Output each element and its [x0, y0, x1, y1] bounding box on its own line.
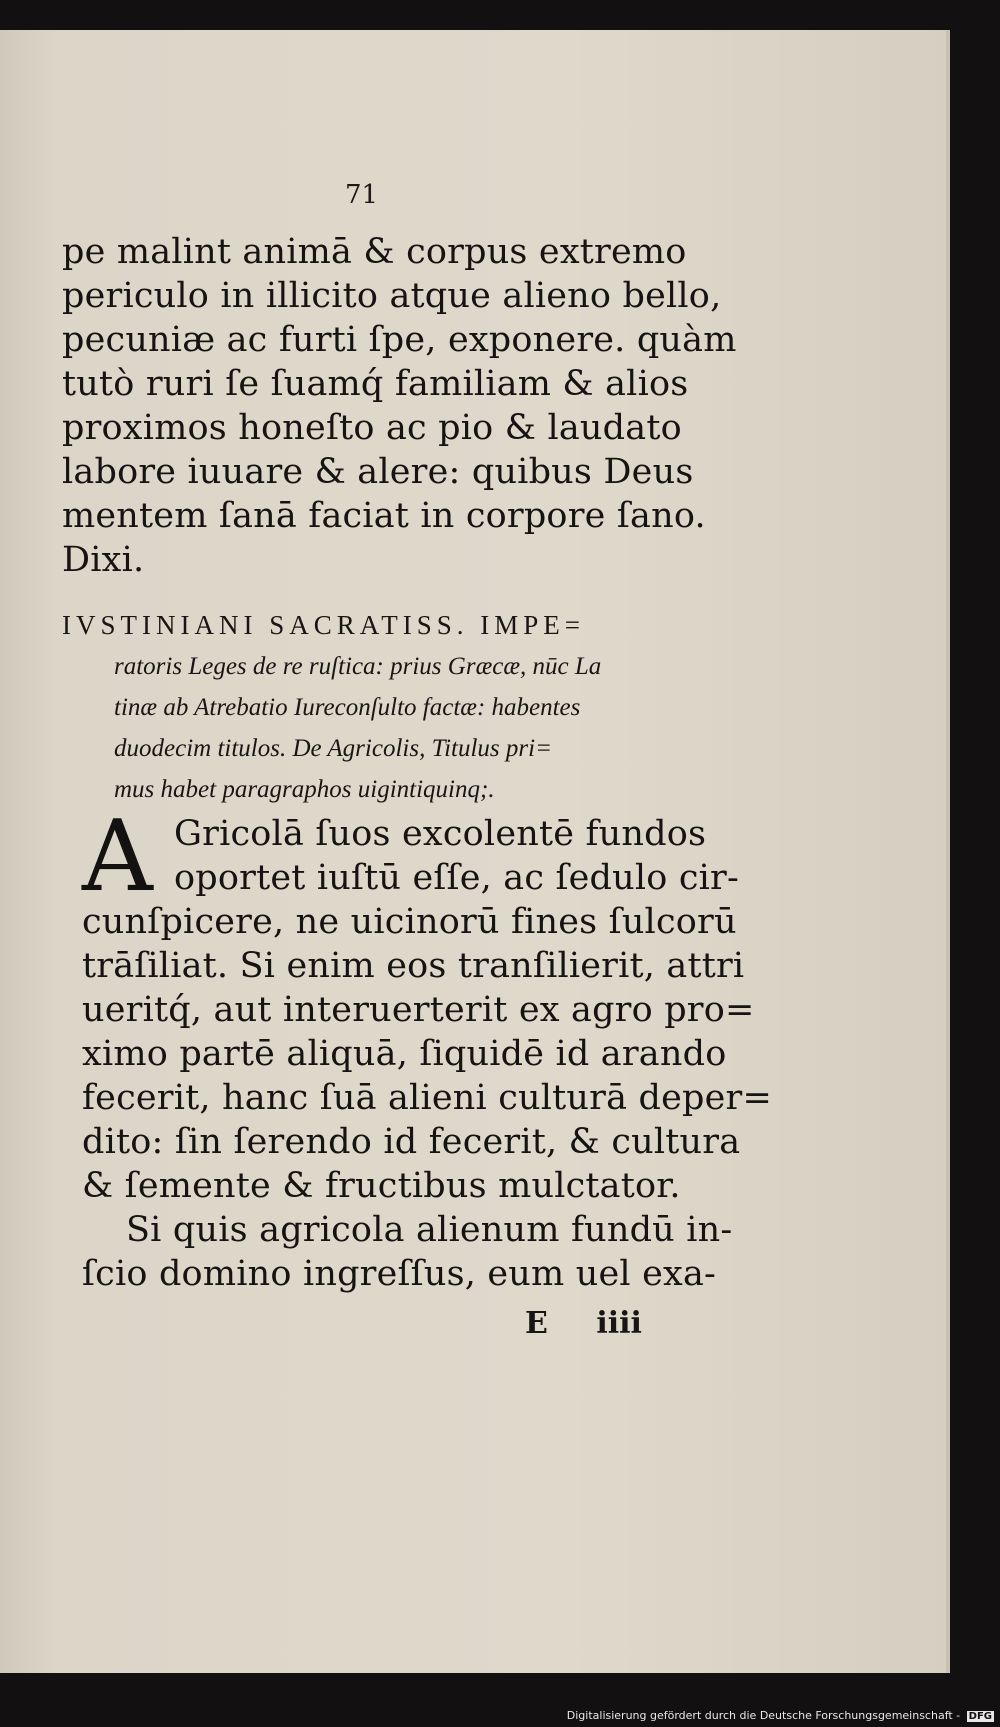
- text-line: Si quis agricola alienum fundū in-: [126, 1210, 733, 1250]
- text-line: periculo in illicito atque alieno bello,: [62, 276, 722, 316]
- heading-italic-line: ratoris Leges de re ruſtica: prius Græcæ, nūc La: [114, 653, 602, 680]
- credit-text: Digitalisierung gefördert durch die Deutsche Forschungsgemeinschaft -: [566, 1709, 961, 1722]
- text-line: dito: ſin ſerendo id fecerit, & cultura: [82, 1122, 741, 1162]
- text-line: trāſiliat. Si enim eos tranſilierit, attri: [82, 946, 745, 986]
- book-page: [0, 30, 950, 1673]
- text-line: Dixi.: [62, 540, 145, 580]
- text-line: oportet iuſtū eſſe, ac ſedulo cir-: [174, 858, 740, 898]
- text-line: Gricolā ſuos excolentē fundos: [174, 814, 707, 854]
- text-line: fecerit, hanc ſuā alieni culturā deper=: [82, 1078, 772, 1118]
- heading-italic-line: mus habet paragraphos uigintiquinq;.: [114, 776, 495, 803]
- closing-paragraph: [62, 230, 737, 582]
- heading-italic-line: duodecim titulos. De Agricolis, Titulus pri=: [114, 735, 552, 762]
- drop-cap: A: [82, 800, 153, 914]
- text-line: pe malint animā & corpus extremo: [62, 232, 687, 272]
- text-line: mentem ſanā faciat in corpore ſano.: [62, 496, 706, 536]
- dfg-logo: DFG: [968, 1711, 992, 1722]
- heading-caps-line: IVSTINIANI SACRATISS. IMPE=: [62, 610, 586, 640]
- heading-italic-line: tinæ ab Atrebatio Iureconſulto factæ: habentes: [114, 694, 581, 721]
- signature-mark: [525, 1306, 642, 1341]
- text-line: & ſemente & fructibus mulctator.: [82, 1166, 681, 1206]
- text-line: proximos honeſto ac pio & laudato: [62, 408, 682, 448]
- section-heading: [62, 604, 702, 810]
- text-line: cunſpicere, ne uicinorū fines ſulcorū: [82, 902, 737, 942]
- text-line: ueritq́, aut interuerterit ex agro pro=: [82, 990, 755, 1030]
- folio-number: iiii: [596, 1306, 642, 1341]
- text-line: ximo partē aliquā, ſiquidē id arando: [82, 1034, 727, 1074]
- body-paragraph: [82, 800, 772, 1296]
- digitization-credit: [567, 1709, 994, 1722]
- text-line: pecuniæ ac furti ſpe, exponere. quàm: [62, 320, 737, 360]
- page-number: 71: [345, 180, 379, 210]
- text-line: labore iuuare & alere: quibus Deus: [62, 452, 694, 492]
- text-line: ſcio domino ingreſſus, eum uel exa-: [82, 1254, 717, 1294]
- signature-letter: E: [525, 1306, 548, 1341]
- text-line: tutò ruri ſe ſuamq́ familiam & alios: [62, 364, 689, 404]
